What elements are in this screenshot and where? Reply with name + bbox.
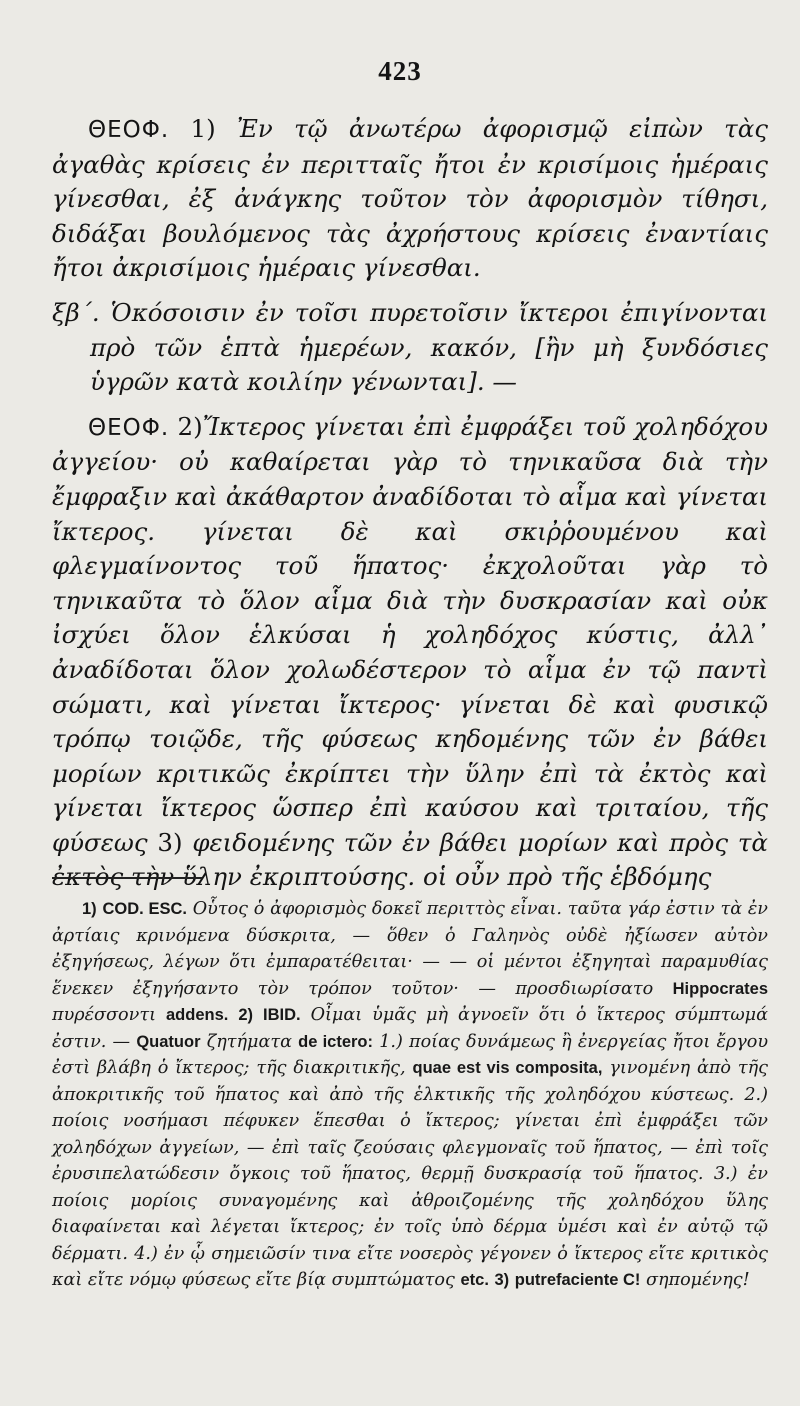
footnotes	[52, 896, 768, 1294]
footnote-block	[52, 896, 768, 1294]
footnote-text: 2.) ποίοις νοσήμασι πέφυκεν ἕπεσθαι ὁ ἴκτερος; γίνεται ἐπὶ ἐμφράξει τῶν χοληδόχων ἀγγείων, — ἐπὶ ταῖς ζεούσαις φλεγμοναῖς τοῦ ἥπατος, — ἐπὶ τοῖς ἐρυσιπελατώδεσιν ὄγκοις τοῦ ἥπατος, θερμῇ δυσκρασίᾳ τοῦ ἥπατος.	[52, 1084, 768, 1184]
footnote-source: IBID.	[263, 1006, 301, 1024]
footnote-marker: 2)	[177, 411, 203, 441]
footnote-source: COD. ESC.	[102, 900, 187, 918]
page-number: 423	[378, 56, 422, 86]
footnote-text: Οἶμαι ὑμᾶς μὴ ἀγνοεῖν ὅτι ὁ ἴκτερος σύμπτωμά ἐστιν. —	[52, 1005, 768, 1052]
aphorism-number: ξβ΄.	[52, 297, 100, 327]
commentary-paragraph-2	[52, 410, 768, 895]
main-text	[52, 112, 768, 895]
footnote-divider	[52, 877, 202, 879]
footnote-marker: 3)	[157, 827, 183, 857]
footnote-latin: de ictero:	[298, 1032, 374, 1051]
commentator-label: ΘΕΟΦ.	[88, 414, 170, 441]
footnote-text: πυρέσσοντι	[52, 1005, 156, 1025]
footnote-text: σηπομένης!	[645, 1270, 750, 1290]
footnote-text: 3.) ἐν ποίοις μορίοις συναγομένης καὶ ἀθροιζομένης τῆς χοληδόχου ὕλης διαφαίνεται καὶ λέγεται ἴκτερος; ἐν τοῖς ὑπὸ δέρμα ὑμέσι καὶ ἐν αὐτῷ τῷ δέρματι.	[52, 1164, 768, 1264]
aphorism-text: Ὁκόσοισιν ἐν τοῖσι πυρετοῖσιν ἴκτεροι ἐπιγίνονται πρὸ τῶν ἑπτὰ ἡμερέων, κακόν, [ἢν μὴ ξυνδόσιες ὑγρῶν κατὰ κοιλίην γένωνται]. —	[90, 297, 768, 397]
footnote-latin: Quatuor	[136, 1032, 201, 1051]
commentator-label: ΘΕΟΦ.	[88, 117, 170, 143]
footnote-marker: 1)	[82, 900, 97, 918]
footnote-text: ζητήματα	[206, 1031, 292, 1052]
footnote-text: 4.) ἐν ᾧ σημειῶσίν τινα εἴτε νοσερὸς γέγονεν ὁ ἴκτερος εἴτε κριτικὸς καὶ εἴτε νόμῳ φύσεως εἴτε βίᾳ συμπτώματος	[52, 1243, 768, 1290]
footnote-marker: 2)	[238, 1006, 254, 1024]
commentary-text: Ἐν τῷ ἀνωτέρω ἀφορισμῷ εἰπὼν τὰς ἀγαθὰς κρίσεις ἐν περιτταῖς ἤτοι ἐν κρισίμοις ἡμέραις γίνεσθαι, ἐξ ἀνάγκης τοῦτον τὸν ἀφορισμὸν τίθησι, διδάξαι βουλόμενος τὰς ἀχρήστους κρίσεις ἐναντίαις ἤτοι ἀκρισίμοις ἡμέραις γίνεσθαι.	[52, 114, 768, 283]
footnote-latin: etc.	[460, 1271, 489, 1289]
footnote-text: Οὗτος ὁ ἀφορισμὸς δοκεῖ περιττὸς εἶναι. ταῦτα γάρ ἐστιν τὰ ἐν ἀρτίαις κρινόμενα δύσκριτα, — ὅθεν ὁ Γαληνὸς οὐδὲ ἠξίωσεν αὐτὸν ἐξηγήσεως, λέγων ὅτι ἐμπαρατέθειται· — — οἱ μέντοι ἐξηγηταὶ παραμυθίας ἕνεκεν ἐξηγήσαντο τὸν τρόπον τοῦτον· — προσδιωρίσατο	[52, 899, 768, 999]
footnote-text: γινομένη ἀπὸ τῆς ἀποκριτικῆς τοῦ ἥπατος καὶ ἀπὸ τῆς ἑλκτικῆς τῆς χοληδόχου κύστεως.	[52, 1058, 769, 1105]
footnote-marker: 1)	[190, 114, 216, 143]
footnote-marker: 3)	[494, 1271, 510, 1289]
commentary-text: Ἴκτερος γίνεται ἐπὶ ἐμφράξει τοῦ χοληδόχου ἀγγείου· οὐ καθαίρεται γὰρ τὸ τηνικαῦσα διὰ τὴν ἔμφραξιν καὶ ἀκάθαρτον ἀναδίδοται τὸ αἷμα καὶ γίνεται ἴκτερος. γίνεται δὲ καὶ σκιῤῥουμένου καὶ φλεγμαίνοντος τοῦ ἥπατος· ἐκχολοῦται γὰρ τὸ τηνικαῦτα τὸ ὅλον αἷμα διὰ τὴν δυσκρασίαν καὶ οὐκ ἰσχύει ὅλον ἑλκύσαι ἡ χοληδόχος κύστις, ἀλλ᾽ ἀναδίδοται ὅλον χολωδέστερον τὸ αἷμα ἐν τῷ παντὶ σώματι, καὶ γίνεται ἴκτερος· γίνεται δὲ καὶ φυσικῷ τρόπῳ τοιῷδε, τῆς φύσεως κηδομένης τῶν ἐν βάθει μορίων κριτικῶς ἐκρίπτει τὴν ὕλην ἐπὶ τὰ ἐκτὸς καὶ γίνεται ἴκτερος ὥσπερ ἐπὶ καύσου καὶ τριταίου, τῆς φύσεως	[52, 411, 768, 857]
commentary-paragraph-1	[52, 112, 768, 286]
footnote-latin: Hippocrates	[672, 979, 768, 998]
aphorism-paragraph	[52, 296, 768, 400]
footnote-latin: addens.	[165, 1006, 229, 1024]
footnote-text: 1.) ποίας δυνάμεως ἢ ἐνεργείας ἤτοι ἔργου ἐστὶ βλάβη ὁ ἴκτερος; τῆς διακριτικῆς,	[52, 1031, 769, 1078]
footnote-latin: quae est vis composita,	[412, 1059, 603, 1077]
footnote-latin: putrefaciente C!	[514, 1271, 641, 1289]
commentary-text: φειδομένης τῶν ἐν βάθει μορίων καὶ πρὸς τὰ ἐκτὸς τὴν ὕλην ἐκριπτούσης. οἱ οὖν πρὸ τῆς ἑβδόμης	[52, 827, 768, 892]
